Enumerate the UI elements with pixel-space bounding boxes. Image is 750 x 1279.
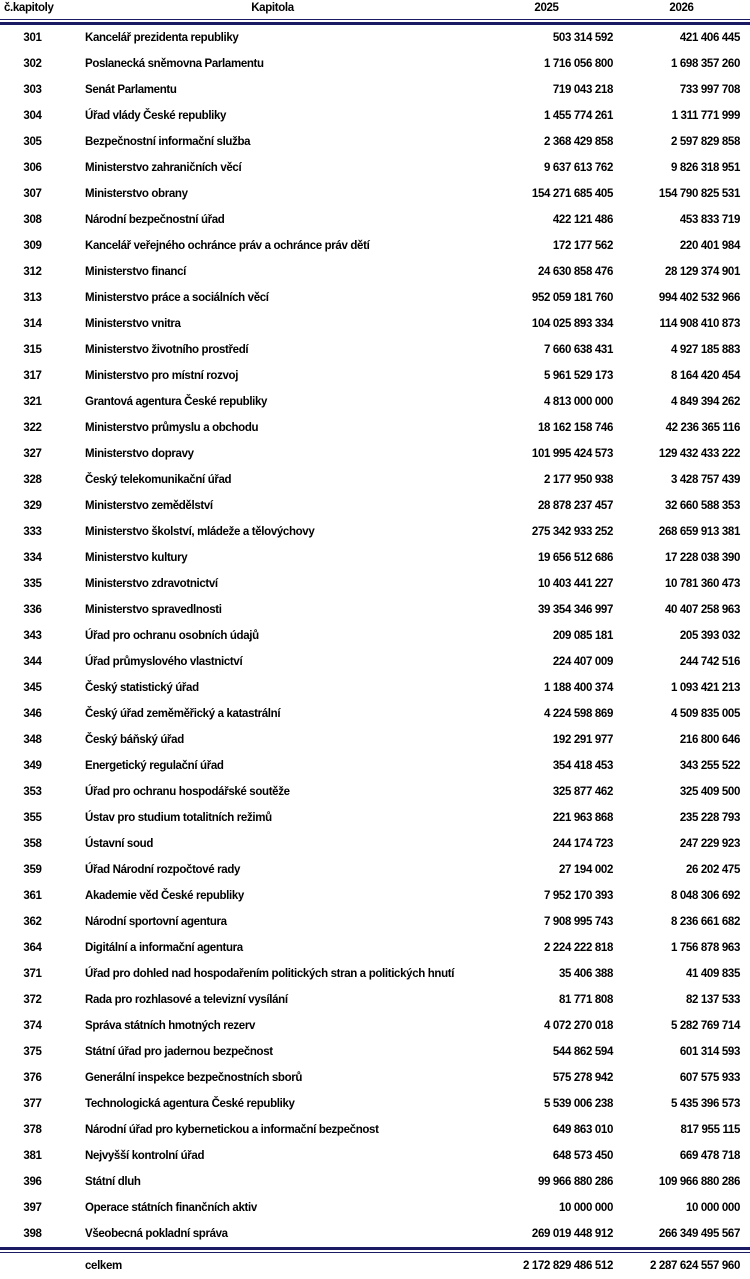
chapter-name-cell: Ústavní soud xyxy=(85,838,154,850)
amount-2025-cell: 5 539 006 238 xyxy=(544,1098,613,1110)
chapter-number-cell: 396 xyxy=(23,1176,42,1188)
amount-2025-cell: 648 573 450 xyxy=(552,1150,613,1162)
chapter-name-cell: Všeobecná pokladní správa xyxy=(85,1228,228,1240)
table-row xyxy=(0,519,750,545)
chapter-name-cell: Nejvyšší kontrolní úřad xyxy=(85,1150,205,1162)
column-header-chapter-name: Kapitola xyxy=(251,2,294,14)
chapter-number-cell: 305 xyxy=(23,136,42,148)
amount-2025-cell: 9 637 613 762 xyxy=(544,162,613,174)
amount-2026-cell: 220 401 984 xyxy=(679,240,740,252)
chapter-number-cell: 398 xyxy=(23,1228,42,1240)
chapter-name-cell: Technologická agentura České republiky xyxy=(85,1098,295,1110)
chapter-number-cell: 336 xyxy=(23,604,42,616)
amount-2025-cell: 28 878 237 457 xyxy=(537,500,613,512)
column-header-2026: 2026 xyxy=(669,2,694,14)
chapter-name-cell: Úřad Národní rozpočtové rady xyxy=(85,864,241,876)
amount-2025-cell: 1 455 774 261 xyxy=(544,110,613,122)
amount-2025-cell: 81 771 808 xyxy=(558,994,613,1006)
chapter-number-cell: 355 xyxy=(23,812,42,824)
amount-2026-cell: 42 236 365 116 xyxy=(665,422,740,434)
amount-2025-cell: 221 963 868 xyxy=(552,812,613,824)
amount-2025-cell: 10 000 000 xyxy=(558,1202,613,1214)
amount-2025-cell: 544 862 594 xyxy=(552,1046,613,1058)
chapter-number-cell: 312 xyxy=(23,266,42,278)
chapter-number-cell: 376 xyxy=(23,1072,42,1084)
chapter-number-cell: 313 xyxy=(23,292,42,304)
table-row xyxy=(0,103,750,129)
chapter-name-cell: Digitální a informační agentura xyxy=(85,942,243,954)
table-row xyxy=(0,727,750,753)
chapter-name-cell: Český báňský úřad xyxy=(85,734,184,746)
chapter-name-cell: Státní úřad pro jadernou bezpečnost xyxy=(85,1046,273,1058)
chapter-name-cell: Ministerstvo vnitra xyxy=(85,318,181,330)
chapter-name-cell: Český úřad zeměměřický a katastrální xyxy=(85,708,281,720)
table-row xyxy=(0,389,750,415)
table-row xyxy=(0,467,750,493)
amount-2025-cell: 19 656 512 686 xyxy=(537,552,613,564)
chapter-name-cell: Akademie věd České republiky xyxy=(85,890,244,902)
amount-2026-cell: 40 407 258 963 xyxy=(664,604,740,616)
total-label: celkem xyxy=(85,1260,122,1272)
chapter-name-cell: Národní bezpečnostní úřad xyxy=(85,214,225,226)
amount-2025-cell: 275 342 933 252 xyxy=(531,526,613,538)
chapter-name-cell: Úřad průmyslového vlastnictví xyxy=(85,656,243,668)
table-row xyxy=(0,415,750,441)
chapter-name-cell: Ministerstvo kultury xyxy=(85,552,188,564)
amount-2025-cell: 354 418 453 xyxy=(552,760,613,772)
chapter-number-cell: 353 xyxy=(23,786,42,798)
amount-2026-cell: 82 137 533 xyxy=(685,994,740,1006)
amount-2025-cell: 35 406 388 xyxy=(558,968,613,980)
amount-2026-cell: 733 997 708 xyxy=(679,84,740,96)
chapter-name-cell: Ministerstvo financí xyxy=(85,266,186,278)
table-row xyxy=(0,51,750,77)
amount-2026-cell: 266 349 495 567 xyxy=(658,1228,740,1240)
chapter-name-cell: Operace státních finančních aktiv xyxy=(85,1202,257,1214)
total-2026: 2 287 624 557 960 xyxy=(650,1260,740,1272)
amount-2025-cell: 719 043 218 xyxy=(552,84,613,96)
table-row xyxy=(0,363,750,389)
amount-2026-cell: 235 228 793 xyxy=(679,812,740,824)
amount-2026-cell: 994 402 532 966 xyxy=(658,292,740,304)
amount-2026-cell: 9 826 318 951 xyxy=(671,162,740,174)
table-row xyxy=(0,961,750,987)
amount-2026-cell: 154 790 825 531 xyxy=(658,188,740,200)
amount-2025-cell: 244 174 723 xyxy=(552,838,613,850)
amount-2026-cell: 247 229 923 xyxy=(679,838,740,850)
amount-2026-cell: 205 393 032 xyxy=(679,630,740,642)
table-row xyxy=(0,1091,750,1117)
chapter-name-cell: Ministerstvo školství, mládeže a tělovýchovy xyxy=(85,526,315,538)
amount-2025-cell: 101 995 424 573 xyxy=(531,448,613,460)
chapter-number-cell: 375 xyxy=(23,1046,42,1058)
chapter-name-cell: Úřad pro ochranu osobních údajů xyxy=(85,630,259,642)
table-row xyxy=(0,701,750,727)
chapter-number-cell: 315 xyxy=(23,344,42,356)
chapter-name-cell: Bezpečnostní informační služba xyxy=(85,136,251,148)
amount-2026-cell: 325 409 500 xyxy=(679,786,740,798)
table-row xyxy=(0,571,750,597)
table-row xyxy=(0,935,750,961)
table-row xyxy=(0,831,750,857)
table-row xyxy=(0,441,750,467)
amount-2025-cell: 172 177 562 xyxy=(552,240,613,252)
chapter-name-cell: Rada pro rozhlasové a televizní vysílání xyxy=(85,994,288,1006)
chapter-number-cell: 304 xyxy=(23,110,42,122)
amount-2026-cell: 5 435 396 573 xyxy=(671,1098,740,1110)
table-row xyxy=(0,883,750,909)
chapter-number-cell: 362 xyxy=(23,916,42,928)
chapter-number-cell: 343 xyxy=(23,630,42,642)
chapter-number-cell: 361 xyxy=(23,890,42,902)
table-row xyxy=(0,493,750,519)
amount-2026-cell: 8 048 306 692 xyxy=(671,890,740,902)
table-row xyxy=(0,1013,750,1039)
amount-2026-cell: 216 800 646 xyxy=(679,734,740,746)
amount-2026-cell: 343 255 522 xyxy=(679,760,740,772)
table-row xyxy=(0,207,750,233)
table-row xyxy=(0,753,750,779)
amount-2026-cell: 8 236 661 682 xyxy=(671,916,740,928)
amount-2026-cell: 1 311 771 999 xyxy=(671,110,740,122)
amount-2025-cell: 2 368 429 858 xyxy=(544,136,613,148)
chapter-number-cell: 306 xyxy=(23,162,42,174)
table-row xyxy=(0,1065,750,1091)
chapter-number-cell: 303 xyxy=(23,84,42,96)
amount-2026-cell: 17 228 038 390 xyxy=(664,552,740,564)
amount-2026-cell: 4 927 185 883 xyxy=(671,344,740,356)
amount-2026-cell: 1 756 878 963 xyxy=(671,942,740,954)
chapter-number-cell: 335 xyxy=(23,578,42,590)
table-row xyxy=(0,311,750,337)
chapter-number-cell: 333 xyxy=(23,526,42,538)
amount-2025-cell: 1 188 400 374 xyxy=(544,682,613,694)
table-row xyxy=(0,1039,750,1065)
chapter-name-cell: Ministerstvo zdravotnictví xyxy=(85,578,218,590)
amount-2026-cell: 268 659 913 381 xyxy=(658,526,740,538)
amount-2025-cell: 503 314 592 xyxy=(552,32,613,44)
table-row xyxy=(0,285,750,311)
chapter-name-cell: Ministerstvo dopravy xyxy=(85,448,194,460)
table-row xyxy=(0,623,750,649)
table-row xyxy=(0,259,750,285)
amount-2026-cell: 109 966 880 286 xyxy=(658,1176,740,1188)
amount-2026-cell: 26 202 475 xyxy=(685,864,740,876)
amount-2025-cell: 952 059 181 760 xyxy=(531,292,613,304)
table-row xyxy=(0,909,750,935)
table-row xyxy=(0,1143,750,1169)
chapter-name-cell: Ministerstvo zemědělství xyxy=(85,500,213,512)
table-row xyxy=(0,1221,750,1247)
chapter-name-cell: Grantová agentura České republiky xyxy=(85,396,268,408)
amount-2026-cell: 129 432 433 222 xyxy=(658,448,740,460)
table-row xyxy=(0,1117,750,1143)
amount-2026-cell: 114 908 410 873 xyxy=(659,318,740,330)
amount-2025-cell: 18 162 158 746 xyxy=(537,422,613,434)
table-row xyxy=(0,987,750,1013)
amount-2025-cell: 224 407 009 xyxy=(552,656,613,668)
table-row xyxy=(0,857,750,883)
amount-2026-cell: 817 955 115 xyxy=(680,1124,740,1136)
chapter-number-cell: 397 xyxy=(23,1202,42,1214)
table-row xyxy=(0,597,750,623)
chapter-number-cell: 302 xyxy=(23,58,42,70)
amount-2025-cell: 10 403 441 227 xyxy=(537,578,613,590)
amount-2026-cell: 244 742 516 xyxy=(679,656,740,668)
amount-2026-cell: 8 164 420 454 xyxy=(671,370,740,382)
table-body xyxy=(0,25,750,1247)
chapter-name-cell: Ministerstvo zahraničních věcí xyxy=(85,162,242,174)
table-row xyxy=(0,25,750,51)
chapter-name-cell: Český statistický úřad xyxy=(85,682,199,694)
chapter-number-cell: 307 xyxy=(23,188,42,200)
amount-2025-cell: 27 194 002 xyxy=(558,864,613,876)
amount-2025-cell: 422 121 486 xyxy=(552,214,613,226)
chapter-name-cell: Úřad pro ochranu hospodářské soutěže xyxy=(85,786,290,798)
chapter-number-cell: 301 xyxy=(23,32,42,44)
amount-2026-cell: 1 093 421 213 xyxy=(671,682,740,694)
table-row xyxy=(0,779,750,805)
chapter-number-cell: 309 xyxy=(23,240,42,252)
amount-2025-cell: 209 085 181 xyxy=(552,630,613,642)
table-row xyxy=(0,233,750,259)
amount-2025-cell: 269 019 448 912 xyxy=(531,1228,613,1240)
table-row xyxy=(0,181,750,207)
chapter-name-cell: Ministerstvo obrany xyxy=(85,188,188,200)
total-row xyxy=(0,1253,750,1279)
table-row xyxy=(0,77,750,103)
amount-2025-cell: 649 863 010 xyxy=(552,1124,613,1136)
amount-2025-cell: 99 966 880 286 xyxy=(537,1176,613,1188)
chapter-name-cell: Národní sportovní agentura xyxy=(85,916,227,928)
chapter-name-cell: Ministerstvo životního prostředí xyxy=(85,344,249,356)
amount-2026-cell: 4 849 394 262 xyxy=(671,396,740,408)
chapter-number-cell: 371 xyxy=(23,968,42,980)
amount-2025-cell: 325 877 462 xyxy=(552,786,613,798)
amount-2025-cell: 5 961 529 173 xyxy=(544,370,613,382)
amount-2026-cell: 607 575 933 xyxy=(679,1072,740,1084)
chapter-name-cell: Generální inspekce bezpečnostních sborů xyxy=(85,1072,303,1084)
amount-2026-cell: 1 698 357 260 xyxy=(671,58,740,70)
amount-2025-cell: 104 025 893 334 xyxy=(531,318,613,330)
amount-2025-cell: 154 271 685 405 xyxy=(531,188,613,200)
chapter-number-cell: 329 xyxy=(23,500,42,512)
amount-2025-cell: 2 224 222 818 xyxy=(544,942,613,954)
chapter-number-cell: 308 xyxy=(23,214,42,226)
column-header-2025: 2025 xyxy=(534,2,559,14)
chapter-number-cell: 328 xyxy=(23,474,42,486)
chapter-name-cell: Český telekomunikační úřad xyxy=(85,474,232,486)
amount-2025-cell: 1 716 056 800 xyxy=(544,58,613,70)
table-row xyxy=(0,675,750,701)
chapter-number-cell: 349 xyxy=(23,760,42,772)
amount-2026-cell: 10 000 000 xyxy=(685,1202,740,1214)
chapter-name-cell: Národní úřad pro kybernetickou a informační bezpečnost xyxy=(85,1124,379,1136)
chapter-name-cell: Úřad pro dohled nad hospodařením politických stran a politických hnutí xyxy=(85,968,455,980)
table-row xyxy=(0,1195,750,1221)
table-header xyxy=(0,0,750,19)
chapter-name-cell: Ministerstvo práce a sociálních věcí xyxy=(85,292,269,304)
amount-2025-cell: 7 908 995 743 xyxy=(544,916,613,928)
chapter-name-cell: Státní dluh xyxy=(85,1176,141,1188)
chapter-number-cell: 364 xyxy=(23,942,42,954)
chapter-number-cell: 317 xyxy=(23,370,42,382)
amount-2025-cell: 575 278 942 xyxy=(552,1072,613,1084)
chapter-number-cell: 345 xyxy=(23,682,42,694)
amount-2026-cell: 2 597 829 858 xyxy=(671,136,740,148)
amount-2026-cell: 421 406 445 xyxy=(679,32,740,44)
amount-2025-cell: 4 813 000 000 xyxy=(544,396,613,408)
chapter-number-cell: 374 xyxy=(23,1020,42,1032)
amount-2026-cell: 28 129 374 901 xyxy=(664,266,740,278)
chapter-number-cell: 377 xyxy=(23,1098,42,1110)
amount-2026-cell: 453 833 719 xyxy=(679,214,740,226)
amount-2025-cell: 7 952 170 393 xyxy=(544,890,613,902)
amount-2026-cell: 10 781 360 473 xyxy=(664,578,740,590)
amount-2026-cell: 5 282 769 714 xyxy=(671,1020,740,1032)
amount-2026-cell: 4 509 835 005 xyxy=(671,708,740,720)
chapter-number-cell: 359 xyxy=(23,864,42,876)
chapter-number-cell: 334 xyxy=(23,552,42,564)
table-row xyxy=(0,155,750,181)
total-2025: 2 172 829 486 512 xyxy=(523,1260,613,1272)
table-row xyxy=(0,337,750,363)
chapter-number-cell: 322 xyxy=(23,422,42,434)
chapter-name-cell: Ministerstvo průmyslu a obchodu xyxy=(85,422,259,434)
table-row xyxy=(0,129,750,155)
table-row xyxy=(0,545,750,571)
amount-2025-cell: 4 224 598 869 xyxy=(544,708,613,720)
amount-2026-cell: 32 660 588 353 xyxy=(664,500,740,512)
amount-2026-cell: 41 409 835 xyxy=(685,968,740,980)
chapter-name-cell: Správa státních hmotných rezerv xyxy=(85,1020,256,1032)
amount-2025-cell: 24 630 858 476 xyxy=(537,266,613,278)
chapter-name-cell: Kancelář prezidenta republiky xyxy=(85,32,239,44)
chapter-number-cell: 378 xyxy=(23,1124,42,1136)
chapter-name-cell: Energetický regulační úřad xyxy=(85,760,224,772)
amount-2025-cell: 192 291 977 xyxy=(552,734,613,746)
chapter-name-cell: Ústav pro studium totalitních režimů xyxy=(85,812,272,824)
chapter-number-cell: 358 xyxy=(23,838,42,850)
amount-2025-cell: 2 177 950 938 xyxy=(544,474,613,486)
table-row xyxy=(0,649,750,675)
chapter-number-cell: 344 xyxy=(23,656,42,668)
chapter-number-cell: 381 xyxy=(23,1150,42,1162)
amount-2026-cell: 669 478 718 xyxy=(679,1150,740,1162)
chapter-name-cell: Kancelář veřejného ochránce práv a ochránce práv dětí xyxy=(85,240,370,252)
chapter-number-cell: 348 xyxy=(23,734,42,746)
chapter-number-cell: 372 xyxy=(23,994,42,1006)
amount-2025-cell: 7 660 638 431 xyxy=(544,344,613,356)
chapter-name-cell: Úřad vlády České republiky xyxy=(85,110,227,122)
chapter-name-cell: Ministerstvo pro místní rozvoj xyxy=(85,370,239,382)
amount-2025-cell: 39 354 346 997 xyxy=(537,604,613,616)
chapter-number-cell: 327 xyxy=(23,448,42,460)
chapter-number-cell: 321 xyxy=(23,396,42,408)
table-row xyxy=(0,805,750,831)
table-row xyxy=(0,1169,750,1195)
amount-2025-cell: 4 072 270 018 xyxy=(544,1020,613,1032)
amount-2026-cell: 3 428 757 439 xyxy=(671,474,740,486)
chapter-name-cell: Poslanecká sněmovna Parlamentu xyxy=(85,58,264,70)
chapter-name-cell: Ministerstvo spravedlnosti xyxy=(85,604,222,616)
chapter-number-cell: 314 xyxy=(23,318,42,330)
chapter-number-cell: 346 xyxy=(23,708,42,720)
chapter-name-cell: Senát Parlamentu xyxy=(85,84,177,96)
column-header-chapter-number: č.kapitoly xyxy=(4,2,54,14)
amount-2026-cell: 601 314 593 xyxy=(679,1046,740,1058)
